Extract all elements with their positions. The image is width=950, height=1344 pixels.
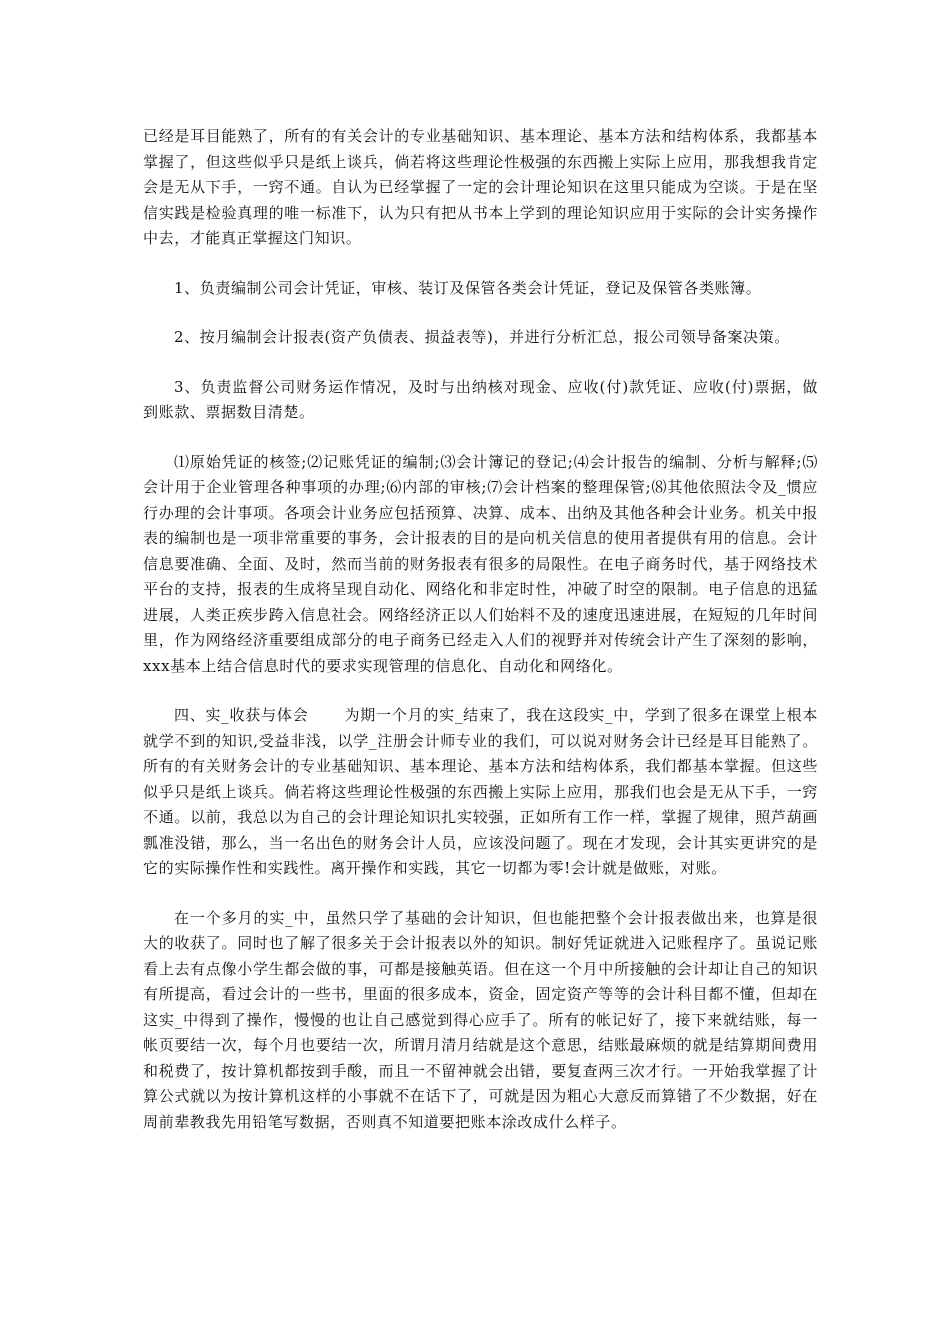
- paragraph-final: 在一个多月的实_中，虽然只学了基础的会计知识，但也能把整个会计报表做出来，也算是很大的收获了。同时也了解了很多关于会计报表以外的知识。制好凭证就进入记账程序了。虽说记账看上去有点像小学生都会做的事，可都是接触英语。但在这一个月中所接触的会计却让自己的知识有所提高，看过会计的一些书，里面的很多成本，资金，固定资产等等的会计科目都不懂，但却在这实_中得到了操作，慢慢的也让自己感觉到得心应手了。所有的帐记好了，接下来就结账，每一帐页要结一次，每个月也要结一次，所谓月清月结就是这个意思，结账最麻烦的就是结算期间费用和税费了，按计算机都按到手酸，而且一不留神就会出错，要复查两三次才行。一开始我掌握了计算公式就以为按计算机这样的小事就不在话下了，可就是因为粗心大意反而算错了不少数据，好在周前辈教我先用铅笔写数据，否则真不知道要把账本涂改成什么样子。: [143, 908, 818, 1131]
- paragraph-accounting-items: ⑴原始凭证的核签;⑵记账凭证的编制;⑶会计簿记的登记;⑷会计报告的编制、分析与解释;⑸会计用于企业管理各种事项的办理;⑹内部的审核;⑺会计档案的整理保管;⑻其他依照法令及_惯应行办理的会计事项。各项会计业务应包括预算、决算、成本、出纳及其他各种会计业务。机关中报表的编制也是一项非常重要的事务，会计报表的目的是向机关信息的使用者提供有用的信息。会计信息要准确、全面、及时，然而当前的财务报表有很多的局限性。在电子商务时代，基于网络技术平台的支持，报表的生成将呈现自动化、网络化和非定时性，冲破了时空的限制。电子信息的迅猛进展，人类正疾步跨入信息社会。网络经济正以人们始料不及的速度迅速进展，在短短的几年时间里，作为网络经济重要组成部分的电子商务已经走入人们的视野并对传统会计产生了深刻的影响，xxx基本上结合信息时代的要求实现管理的信息化、自动化和网络化。: [143, 452, 818, 675]
- section-4-heading: 四、实_收获与体会: [174, 706, 309, 724]
- paragraph-duty-1: 1、负责编制公司会计凭证，审核、装订及保管各类会计凭证，登记及保管各类账簿。: [174, 278, 762, 297]
- paragraph-section-4: [143, 703, 818, 882]
- paragraph-intro: 已经是耳目能熟了，所有的有关会计的专业基础知识、基本理论、基本方法和结构体系，我都基本掌握了，但这些似乎只是纸上谈兵，倘若将这些理论性极强的东西搬上实际上应用，那我想我肯定会是无从下手，一窍不通。自认为已经掌握了一定的会计理论知识在这里只能成为空谈。于是在坚信实践是检验真理的唯一标准下，认为只有把从书本上学到的理论知识应用于实际的会计实务操作中去，才能真正掌握这门知识。: [143, 127, 818, 247]
- section-4-body: 为期一个月的实_结束了，我在这段实_中，学到了很多在课堂上根本就学不到的知识,受益非浅，以学_注册会计师专业的我们，可以说对财务会计已经是耳目能熟了。所有的有关财务会计的专业基础知识、基本理论、基本方法和结构体系，我们都基本掌握。但这些似乎只是纸上谈兵。倘若将这些理论性极强的东西搬上实际上应用，那我们也会是无从下手，一窍不通。以前，我总以为自己的会计理论知识扎实较强，正如所有工作一样，掌握了规律，照芦葫画瓢准没错，那么，当一名出色的财务会计人员，应该没问题了。现在才发现，会计其实更讲究的是它的实际操作性和实践性。离开操作和实践，其它一切都为零!会计就是做账，对账。: [143, 706, 819, 877]
- paragraph-duty-2: 2、按月编制会计报表(资产负债表、损益表等)，并进行分析汇总，报公司领导备案决策。: [174, 328, 790, 346]
- paragraph-duty-3: 3、负责监督公司财务运作情况，及时与出纳核对现金、应收(付)款凭证、应收(付)票据，做到账款、票据数目清楚。: [143, 377, 818, 421]
- document-page: [143, 124, 818, 1159]
